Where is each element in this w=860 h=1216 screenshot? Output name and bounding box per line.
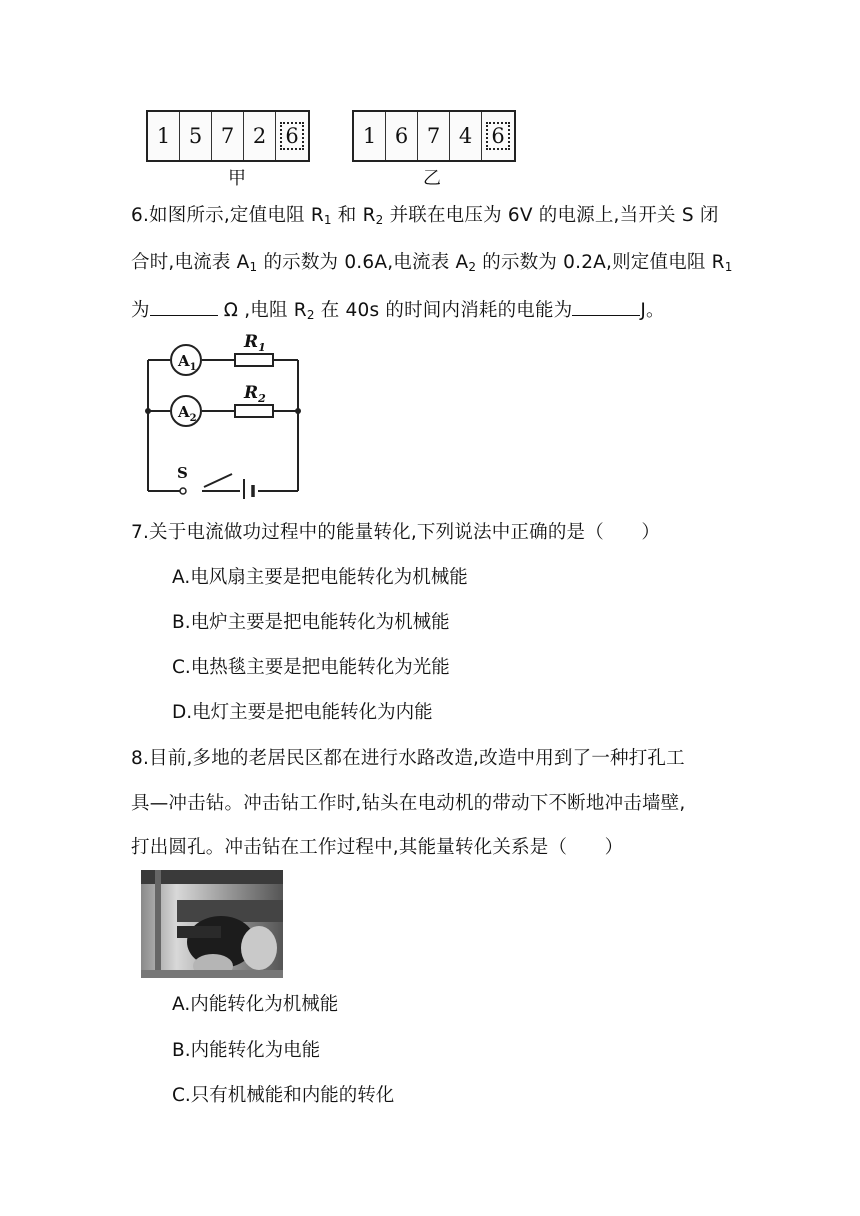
resistor-r1-label: $R_1$ bbox=[244, 332, 266, 354]
resistor-r2 bbox=[235, 405, 273, 417]
meter-digit: 2 bbox=[244, 112, 276, 160]
meter-label-yi: 乙 bbox=[423, 168, 441, 189]
switch-label: S bbox=[177, 464, 188, 482]
meter-yi bbox=[352, 110, 516, 162]
answer-blank-2[interactable] bbox=[572, 297, 640, 316]
meter-digit: 5 bbox=[180, 112, 212, 160]
q6-line-1: 6.如图所示,定值电阻 $R_1$ 和 $R_2$ 并联在电压为 6V 的电源上,当开关 S 闭 bbox=[131, 205, 719, 227]
q6-line-2: 合时,电流表 $A_1$ 的示数为 0.6A,电流表 $A_2$ 的示数为 0.2A,则定值电阻 $R_1$ bbox=[131, 252, 733, 274]
meter-fraction-digit: 6 bbox=[482, 112, 514, 160]
q7-option-c: C.电热毯主要是把电能转化为光能 bbox=[172, 657, 450, 678]
ammeter-a2-label: $A_2$ bbox=[178, 403, 197, 424]
meter-fraction-digit: 6 bbox=[276, 112, 308, 160]
meter-digit: 4 bbox=[450, 112, 482, 160]
meter-digit: 1 bbox=[148, 112, 180, 160]
resistor-r2-label: $R_2$ bbox=[244, 383, 266, 405]
q6-line-3: 为 Ω ,电阻 $R_2$ 在 40s 的时间内消耗的电能为 J。 bbox=[131, 297, 665, 323]
resistor-r1 bbox=[235, 354, 273, 366]
q7-stem: 7.关于电流做功过程中的能量转化,下列说法中正确的是（ ） bbox=[131, 522, 661, 543]
q8-option-b: B.内能转化为电能 bbox=[172, 1040, 321, 1061]
junction-dot bbox=[145, 408, 151, 414]
meter-digit: 7 bbox=[212, 112, 244, 160]
meter-digit: 7 bbox=[418, 112, 450, 160]
q7-option-b: B.电炉主要是把电能转化为机械能 bbox=[172, 612, 450, 633]
answer-blank-1[interactable] bbox=[150, 297, 218, 316]
meter-digit: 1 bbox=[354, 112, 386, 160]
meter-label-jia: 甲 bbox=[228, 168, 246, 189]
q8-line-3: 打出圆孔。冲击钻在工作过程中,其能量转化关系是（ ） bbox=[131, 837, 624, 858]
junction-dot bbox=[295, 408, 301, 414]
circuit-diagram bbox=[140, 327, 310, 499]
meter-digit: 6 bbox=[386, 112, 418, 160]
q8-option-c: C.只有机械能和内能的转化 bbox=[172, 1085, 395, 1106]
q8-line-2: 具—冲击钻。冲击钻工作时,钻头在电动机的带动下不断地冲击墙壁, bbox=[131, 793, 686, 814]
ammeter-a1-label: $A_1$ bbox=[178, 352, 197, 373]
impact-drill-photo bbox=[141, 870, 283, 978]
q7-option-a: A.电风扇主要是把电能转化为机械能 bbox=[172, 567, 468, 588]
q7-option-d: D.电灯主要是把电能转化为内能 bbox=[172, 702, 433, 723]
q8-option-a: A.内能转化为机械能 bbox=[172, 994, 339, 1015]
meter-jia bbox=[146, 110, 310, 162]
q8-line-1: 8.目前,多地的老居民区都在进行水路改造,改造中用到了一种打孔工 bbox=[131, 748, 685, 769]
switch-pivot bbox=[180, 488, 186, 494]
